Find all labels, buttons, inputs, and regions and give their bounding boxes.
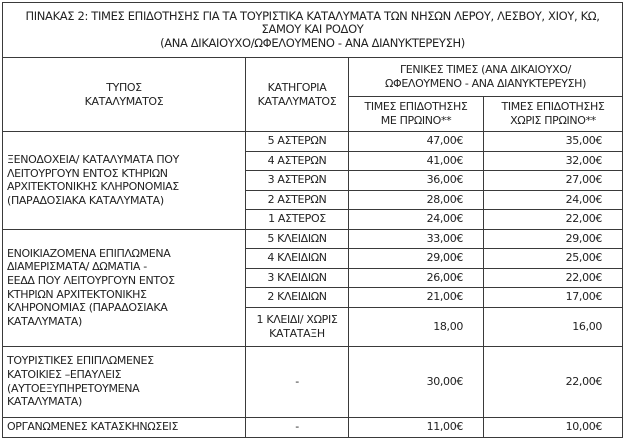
header-general-line-1: ΓΕΝΙΚΕΣ ΤΙΜΕΣ (ΑΝΑ ΔΙΚΑΙΟΥΧΟ/ [400, 63, 571, 77]
type-cell-campsites [3, 417, 246, 437]
header-category-line-2: ΚΑΤΑΛΥΜΑΤΟΣ [257, 94, 337, 108]
header-category-line-1: ΚΑΤΗΓΟΡΙΑ [267, 80, 327, 94]
price-with-breakfast: 11,00€ [349, 417, 484, 437]
subsidy-prices-table [2, 2, 623, 438]
type-line: ΑΡΧΙΤΕΚΤΟΝΙΚΗΣ ΚΛΗΡΟΝΟΜΙΑΣ [7, 180, 179, 194]
category-cell: 1 ΑΣΤΕΡΟΣ [246, 210, 349, 230]
table-row [3, 132, 623, 152]
category-cell: 5 ΚΛΕΙΔΙΩΝ [246, 229, 349, 249]
header-general-line-2: ΩΦΕΛΟΥΜΕΝΟ - ΑΝΑ ΔΙΑΝΥΚΤΕΡΕΥΣΗ) [384, 77, 587, 90]
price-with-breakfast: 36,00€ [349, 171, 484, 191]
price-without-breakfast: 25,00€ [484, 249, 623, 269]
category-cell [246, 307, 349, 346]
price-with-breakfast: 21,00€ [349, 288, 484, 308]
header-type-line-2: ΚΑΤΑΛΥΜΑΤΟΣ [84, 94, 164, 108]
header-with-breakfast-line-1: ΤΙΜΕΣ ΕΠΙΔΟΤΗΣΗΣ [364, 100, 468, 114]
type-line: ΤΟΥΡΙΣΤΙΚΕΣ ΕΠΙΠΛΩΜΕΝΕΣ [7, 354, 154, 368]
type-line: ΔΙΑΜΕΡΙΣΜΑΤΑ/ ΔΩΜΑΤΙΑ - [7, 260, 147, 274]
price-with-breakfast: 26,00€ [349, 268, 484, 288]
type-line: ΚΑΤΑΛΥΜΑΤΑ) [7, 395, 82, 409]
category-cell: 4 ΑΣΤΕΡΩΝ [246, 151, 349, 171]
header-type-line-1: ΤΥΠΟΣ [106, 80, 142, 94]
table-row [3, 346, 623, 417]
title-line-2: ΣΑΜΟΥ ΚΑΙ ΡΟΔΟΥ [261, 22, 364, 37]
price-with-breakfast: 33,00€ [349, 229, 484, 249]
category-cell: - [246, 417, 349, 437]
type-line: ΚΤΗΡΙΩΝ ΑΡΧΙΤΕΚΤΟΝΙΚΗΣ [7, 287, 147, 301]
table-row [3, 417, 623, 437]
table-row [3, 229, 623, 249]
price-without-breakfast: 22,00€ [484, 268, 623, 288]
type-line: ΚΑΤΑΛΥΜΑΤΑ) [7, 314, 82, 328]
type-line: (ΠΑΡΑΔΟΣΙΑΚΑ ΚΑΤΑΛΥΜΑΤΑ) [7, 193, 164, 207]
price-with-breakfast: 24,00€ [349, 210, 484, 230]
price-without-breakfast: 29,00€ [484, 229, 623, 249]
type-cell-villas [3, 346, 246, 417]
type-cell-rooms [3, 229, 246, 346]
header-with-breakfast-line-2: ΜΕ ΠΡΩΙΝΟ** [380, 114, 452, 127]
type-line: ΕΝΟΙΚΙΑΖΟΜΕΝΑ ΕΠΙΠΛΩΜΕΝΑ [7, 246, 171, 260]
title-row [3, 3, 623, 58]
header-general-prices [349, 58, 623, 97]
type-line: ΟΡΓΑΝΩΜΕΝΕΣ ΚΑΤΑΣΚΗΝΩΣΕΙΣ [7, 420, 179, 434]
price-without-breakfast: 24,00€ [484, 190, 623, 210]
category-cell: 3 ΚΛΕΙΔΙΩΝ [246, 268, 349, 288]
price-without-breakfast: 10,00€ [484, 417, 623, 437]
category-cell: 2 ΚΛΕΙΔΙΩΝ [246, 288, 349, 308]
category-cell: 2 ΑΣΤΕΡΩΝ [246, 190, 349, 210]
type-line: ΕΕΔΔ ΠΟΥ ΛΕΙΤΟΥΡΓΟΥΝ ΕΝΤΟΣ [7, 273, 175, 287]
category-line: 1 ΚΛΕΙΔΙ/ ΧΩΡΙΣ [256, 312, 338, 326]
price-without-breakfast: 17,00€ [484, 288, 623, 308]
header-without-breakfast-line-2: ΧΩΡΙΣ ΠΡΩΙΝΟ** [510, 114, 596, 127]
type-line: ΚΑΤΟΙΚΙΕΣ –ΕΠΑΥΛΕΙΣ [7, 367, 122, 381]
category-cell: 4 ΚΛΕΙΔΙΩΝ [246, 249, 349, 269]
price-with-breakfast: 30,00€ [349, 346, 484, 417]
price-without-breakfast: 22,00€ [484, 210, 623, 230]
price-with-breakfast: 47,00€ [349, 132, 484, 152]
price-without-breakfast: 35,00€ [484, 132, 623, 152]
header-without-breakfast [484, 97, 623, 132]
type-cell-hotels [3, 132, 246, 230]
price-with-breakfast: 18,00 [349, 307, 484, 346]
table-title [3, 3, 623, 58]
header-with-breakfast [349, 97, 484, 132]
category-cell: - [246, 346, 349, 417]
price-with-breakfast: 28,00€ [349, 190, 484, 210]
title-line-3: (ΑΝΑ ΔΙΚΑΙΟΥΧΟ/ΩΦΕΛΟΥΜΕΝΟ - ΑΝΑ ΔΙΑΝΥΚΤΕΡΕΥΣΗ) [160, 35, 465, 50]
category-cell: 5 ΑΣΤΕΡΩΝ [246, 132, 349, 152]
header-without-breakfast-line-1: ΤΙΜΕΣ ΕΠΙΔΟΤΗΣΗΣ [501, 100, 605, 114]
type-line: (ΑΥΤΟΕΞΥΠΗΡΕΤΟΥΜΕΝΑ [7, 381, 140, 395]
price-without-breakfast: 27,00€ [484, 171, 623, 191]
category-cell: 3 ΑΣΤΕΡΩΝ [246, 171, 349, 191]
header-category [246, 58, 349, 132]
type-line: ΞΕΝΟΔΟΧΕΙΑ/ ΚΑΤΑΛΥΜΑΤΑ ΠΟΥ [7, 153, 179, 167]
header-row-1 [3, 58, 623, 97]
type-line: ΛΕΙΤΟΥΡΓΟΥΝ ΕΝΤΟΣ ΚΤΗΡΙΩΝ [7, 166, 168, 180]
price-without-breakfast: 16,00 [484, 307, 623, 346]
header-type [3, 58, 246, 132]
price-with-breakfast: 41,00€ [349, 151, 484, 171]
category-line: ΚΑΤΑΤΑΞΗ [269, 326, 325, 340]
title-line-1: ΠΙΝΑΚΑΣ 2: ΤΙΜΕΣ ΕΠΙΔΟΤΗΣΗΣ ΓΙΑ ΤΑ ΤΟΥΡΙΣΤΙΚΑ ΚΑΤΑΛΥΜΑΤΑ ΤΩΝ ΝΗΣΩΝ ΛΕΡΟΥ, ΛΕΣΒΟΥ, ΧΙΟΥ, ΚΩ, [25, 8, 600, 23]
price-without-breakfast: 32,00€ [484, 151, 623, 171]
price-without-breakfast: 22,00€ [484, 346, 623, 417]
type-line: ΚΛΗΡΟΝΟΜΙΑΣ (ΠΑΡΑΔΟΣΙΑΚΑ [7, 301, 168, 315]
price-with-breakfast: 29,00€ [349, 249, 484, 269]
